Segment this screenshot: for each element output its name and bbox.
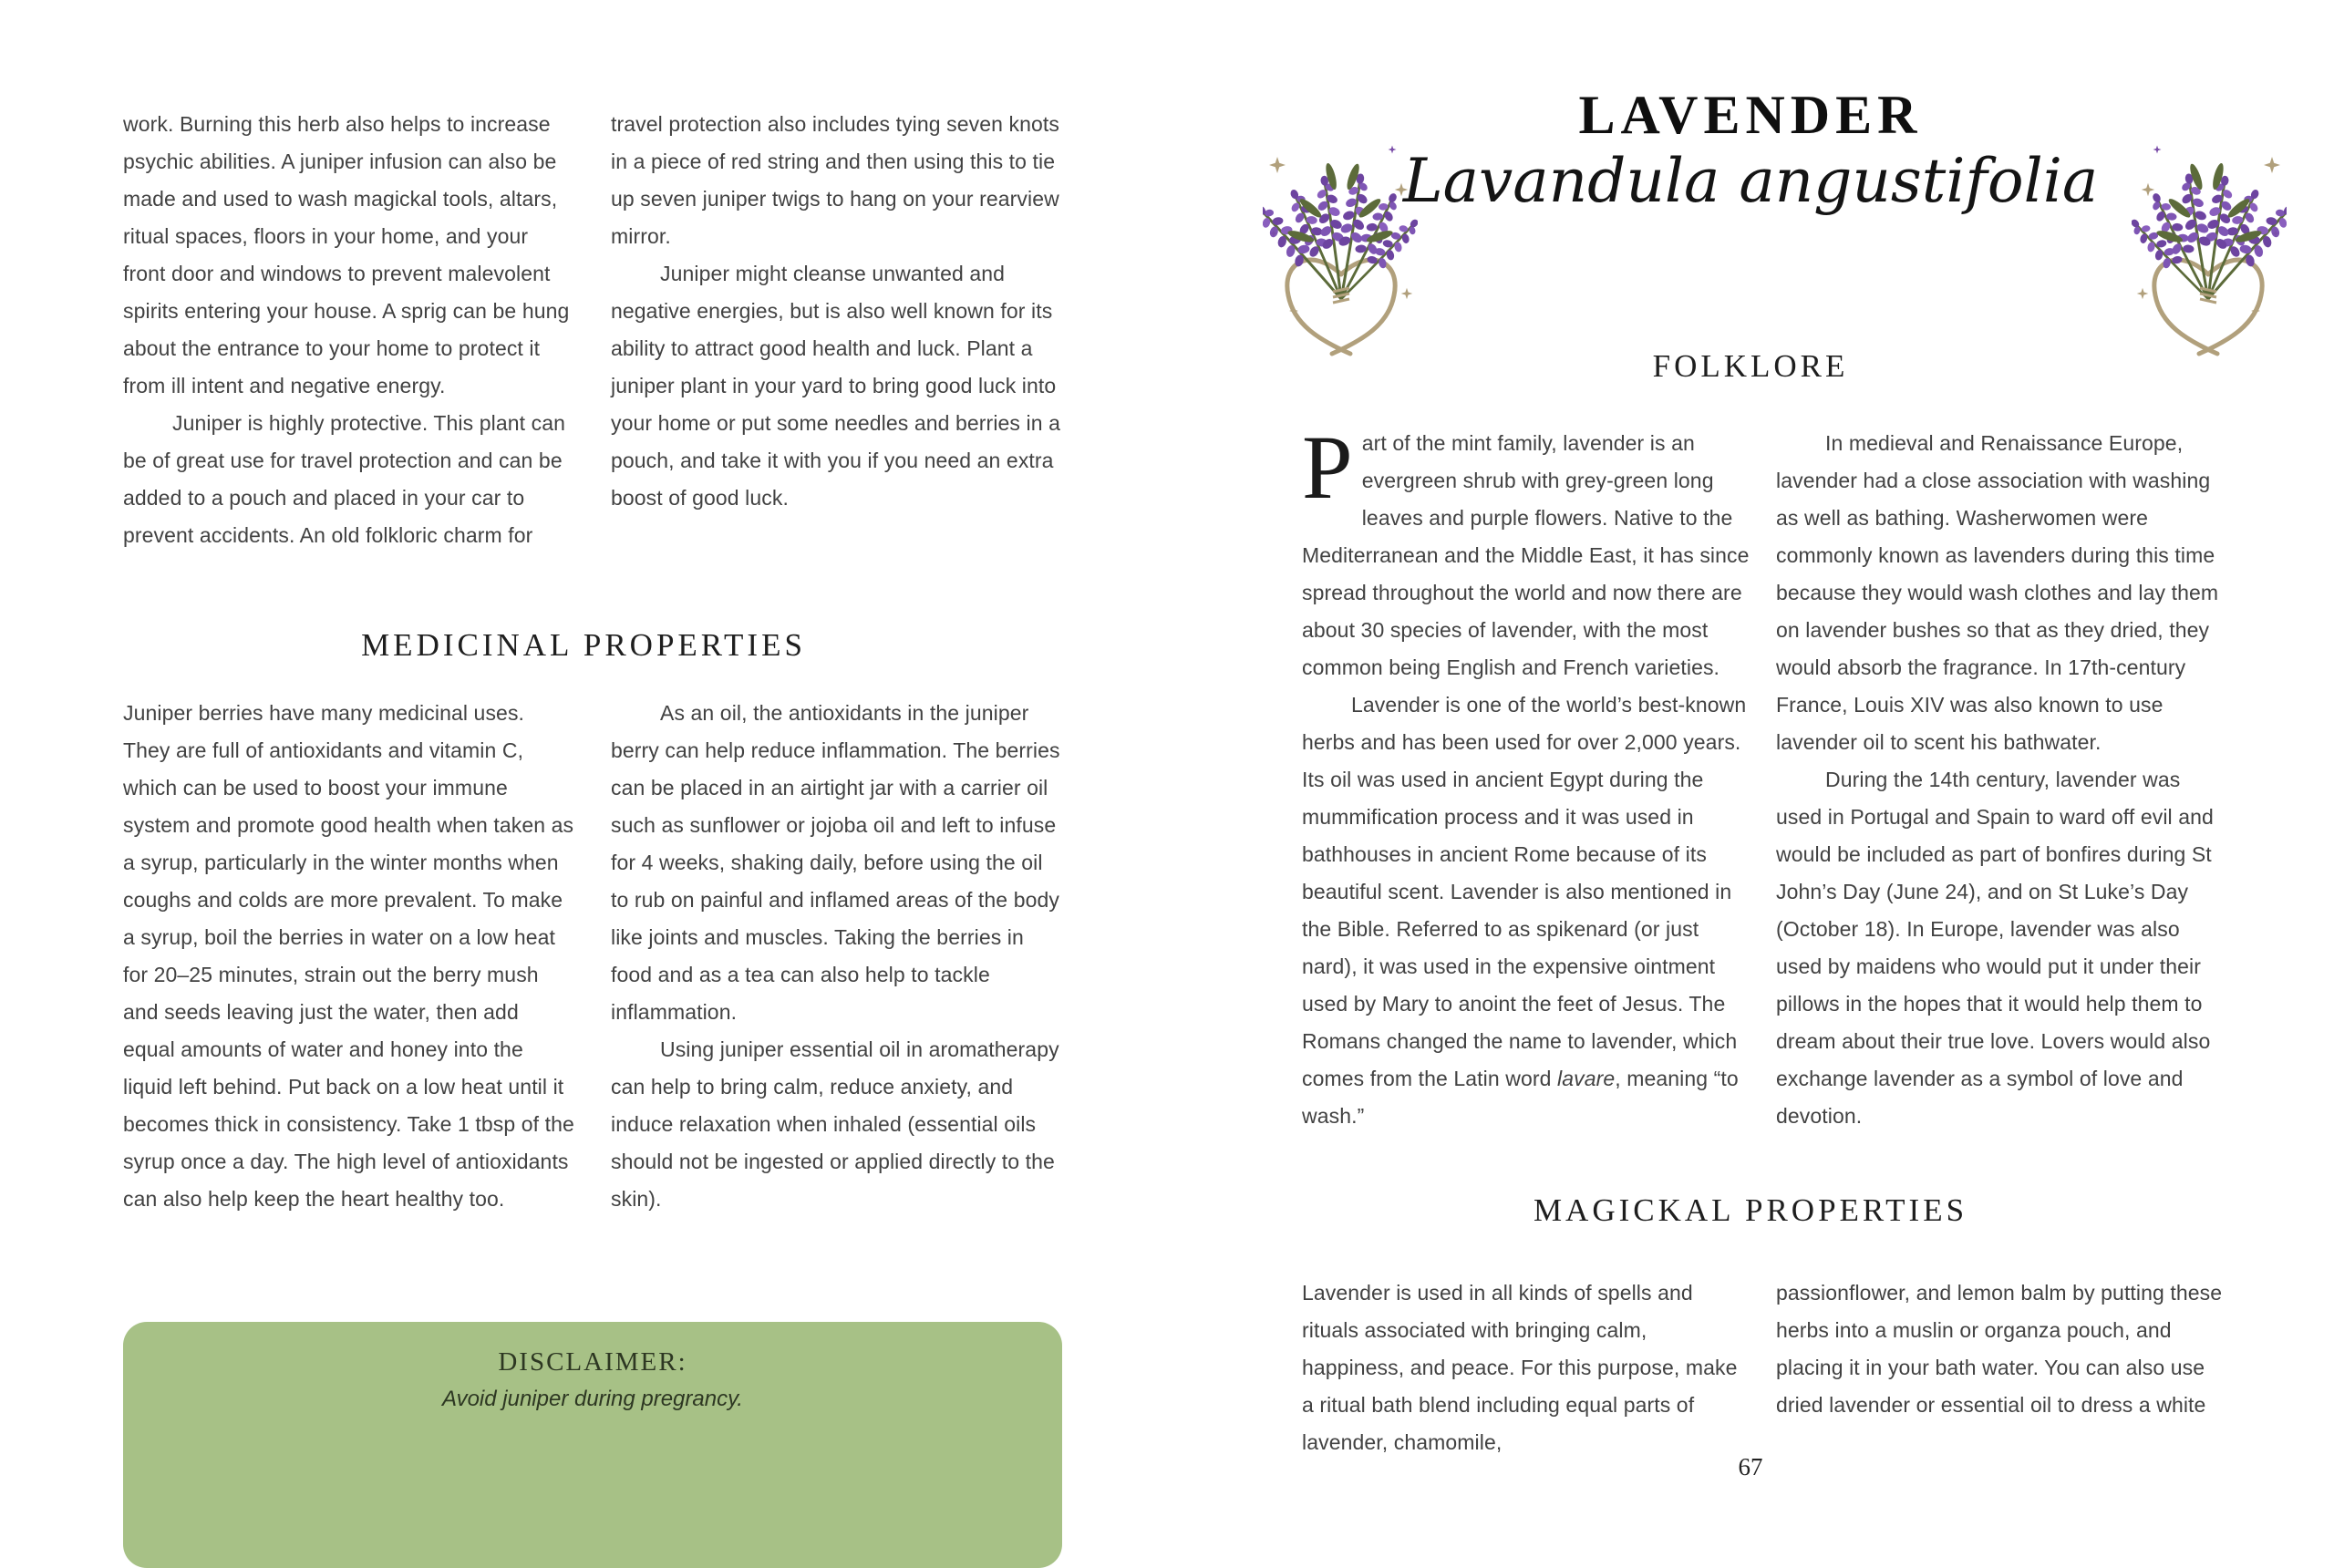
body-paragraph: Using juniper essential oil in aromatherapy can help to bring calm, reduce anxiety, and induce relaxation when inhaled (essential oils should not be ingested or applied directly to the skin). <box>611 1037 1059 1211</box>
body-paragraph <box>1302 417 1750 686</box>
medicinal-properties-heading: MEDICINAL PROPERTIES <box>361 627 806 663</box>
magickal-columns <box>1302 1274 2225 1461</box>
juniper-intro-columns <box>123 106 1062 554</box>
body-paragraph: Juniper berries have many medicinal uses. They are full of antioxidants and vitamin C, which can be used to boost your immune system and promote good health when taken as a syrup, particularly in the winter months when coughs and colds are more prevalent. To make a syrup, boil the berries in water on a low heat for 20–25 minutes, strain out the berry mush and seeds leaving just the water, then add equal amounts of water and honey into the liquid left behind. Put back on a low heat until it becomes thick in consistency. Take 1 tbsp of the syrup once a day. The high level of antioxidants can also help keep the heart healthy too. <box>123 701 574 1211</box>
disclaimer-title: DISCLAIMER: <box>498 1347 687 1377</box>
intro-column-1 <box>123 106 574 554</box>
drop-cap: P <box>1302 417 1353 518</box>
intro-column-2 <box>611 106 1062 554</box>
paragraph-text: , meaning “to wash.” <box>1302 1067 1739 1128</box>
body-paragraph: In medieval and Renaissance Europe, lavender had a close association with washing as well as bathing. Washerwomen were commonly known as lavenders during this time because they would wash clothes and lay them on lavender bushes so that as they dried, they would absorb the fragrance. In 17th-century France, Louis XIV was also known to use lavender oil to scent his bathwater. <box>1776 431 2219 754</box>
body-paragraph: passionflower, and lemon balm by putting these herbs into a muslin or organza pouch, and placing it in your bath water. You can also use dried lavender or essential oil to dress a white <box>1776 1281 2223 1417</box>
magickal-column-2 <box>1776 1274 2225 1461</box>
medicinal-column-1 <box>123 695 574 1218</box>
page-number: 67 <box>1738 1453 1763 1480</box>
magickal-properties-heading: MAGICKAL PROPERTIES <box>1533 1192 1968 1228</box>
folklore-columns <box>1302 417 2225 1135</box>
paragraph-text: art of the mint family, lavender is an evergreen shrub with grey-green long leaves and purple flowers. Native to the Mediterranean and the Middle East, it has since spread throughout the world and now there are about 30 species of lavender, with the most common being English and French varieties. <box>1302 431 1750 679</box>
body-paragraph: Juniper is highly protective. This plant can be of great use for travel protection and can be added to a pouch and placed in your car to prevent accidents. An old folkloric charm for <box>123 411 565 547</box>
magickal-column-1 <box>1302 1274 1750 1461</box>
paragraph-text: Lavender is one of the world’s best-known herbs and has been used for over 2,000 years. Its oil was used in ancient Egypt during the mummification process and it was used in bathhouses in ancient Rome because of its beautiful scent. Lavender is also mentioned in the Bible. Referred to as spikenard (or just nard), it was used in the expensive ointment used by Mary to anoint the feet of Jesus. The Romans changed the name to lavender, which comes from the Latin word <box>1302 693 1747 1090</box>
page-title: LAVENDER <box>1578 85 1923 145</box>
body-paragraph <box>1302 686 1750 1135</box>
left-page <box>0 0 1167 1532</box>
disclaimer-text: Avoid juniper during pregrancy. <box>442 1387 743 1411</box>
folklore-column-2 <box>1776 425 2225 1135</box>
body-paragraph: As an oil, the antioxidants in the juniper berry can help reduce inflammation. The berries can be placed in an airtight jar with a carrier oil such as sunflower or jojoba oil and left to infuse for 4 weeks, shaking daily, before using the oil to rub on painful and inflamed areas of the body like joints and muscles. Taking the berries in food and as a tea can also help to tackle inflammation. <box>611 701 1060 1024</box>
medicinal-column-2 <box>611 695 1062 1218</box>
latin-word: lavare <box>1557 1067 1616 1090</box>
folklore-heading: FOLKLORE <box>1652 348 1849 384</box>
body-paragraph: Lavender is used in all kinds of spells and rituals associated with bringing calm, happiness, and peace. For this purpose, make a ritual bath blend including equal parts of lavender, chamomile, <box>1302 1281 1738 1454</box>
body-paragraph: work. Burning this herb also helps to increase psychic abilities. A juniper infusion can also be made and used to wash magickal tools, altars, ritual spaces, floors in your home, and your front door and windows to prevent malevolent spirits entering your house. A sprig can be hung about the entrance to your home to protect it from ill intent and negative energy. <box>123 112 570 397</box>
body-paragraph: During the 14th century, lavender was used in Portugal and Spain to ward off evil and would be included as part of bonfires during St John’s Day (June 24), and on St Luke’s Day (October 18). In Europe, lavender was also used by maidens who would put it under their pillows in the hopes that it would help them to dream about their true love. Lovers would also exchange lavender as a symbol of love and devotion. <box>1776 768 2214 1128</box>
folklore-column-1 <box>1302 417 1750 1135</box>
right-page <box>1167 0 2334 1532</box>
body-paragraph: Juniper might cleanse unwanted and negative energies, but is also well known for its ability to attract good health and luck. Plant a juniper plant in your yard to bring good luck into your home or put some needles and berries in a pouch, and take it with you if you need an extra boost of good luck. <box>611 262 1060 510</box>
body-paragraph: travel protection also includes tying seven knots in a piece of red string and then using this to tie up seven juniper twigs to hang on your rearview mirror. <box>611 112 1059 248</box>
latin-name-subtitle: Lavandula angustifolia <box>1402 146 2099 216</box>
medicinal-columns <box>123 695 1062 1218</box>
